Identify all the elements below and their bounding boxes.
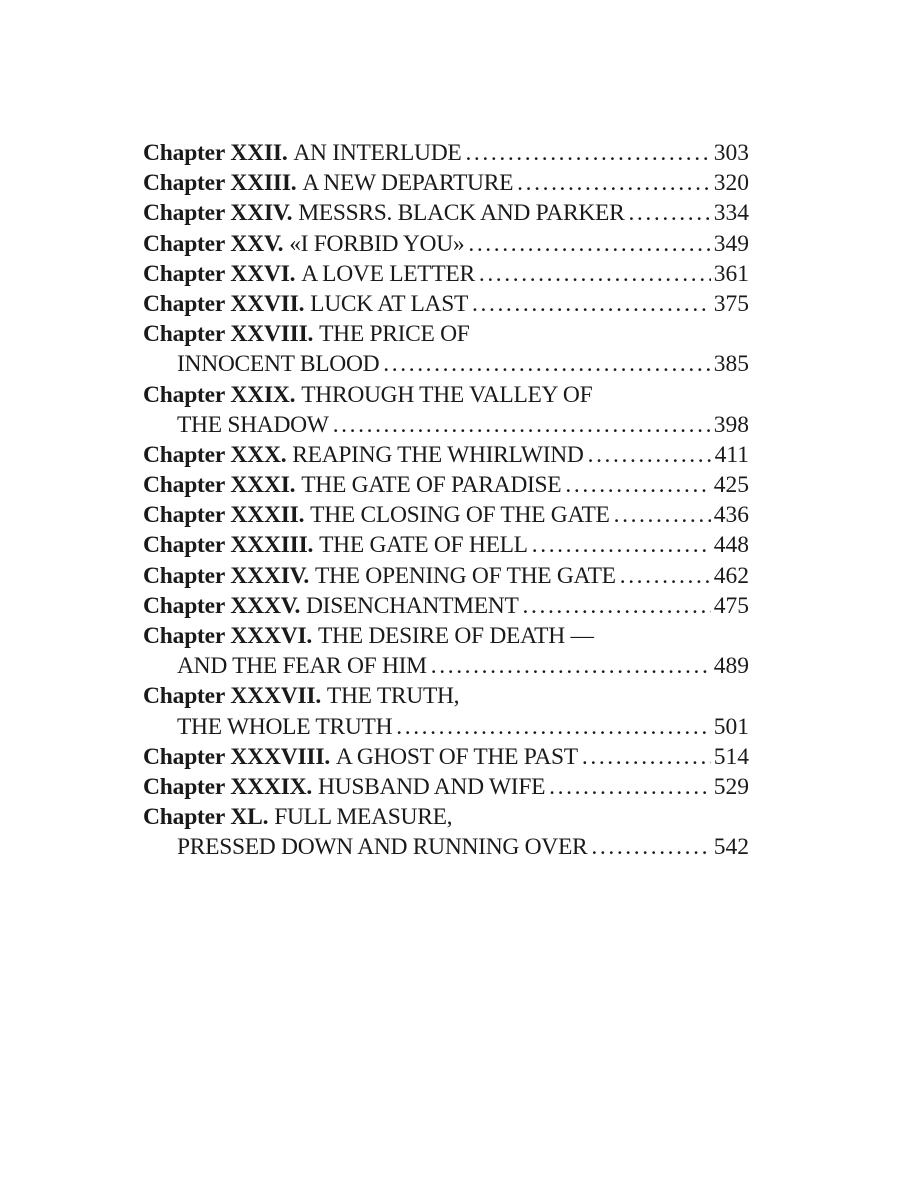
dot-leader (620, 561, 711, 591)
dot-leader (614, 500, 711, 530)
chapter-title: «I FORBID YOU» (289, 230, 465, 257)
dot-leader (431, 651, 711, 681)
toc-entry-continuation (143, 712, 749, 742)
chapter-label: Chapter XXXIII. (143, 532, 314, 559)
page-number: 475 (713, 592, 749, 619)
chapter-title: THROUGH THE VALLEY OF (301, 381, 593, 408)
chapter-title: AN INTERLUDE (293, 140, 462, 166)
page-number: 542 (713, 834, 749, 861)
chapter-title-continued: THE WHOLE TRUTH (177, 713, 393, 740)
dot-leader (383, 349, 710, 379)
chapter-title: A GHOST OF THE PAST (335, 743, 578, 770)
chapter-title-continued: INNOCENT BLOOD (177, 351, 380, 378)
page-number: 361 (713, 260, 749, 287)
chapter-title: THE DESIRE OF DEATH — (317, 623, 594, 649)
chapter-title-continued: AND THE FEAR OF HIM (177, 653, 427, 680)
chapter-label: Chapter XXVI. (143, 260, 296, 287)
toc-entry-continuation (143, 349, 749, 379)
page-number: 425 (713, 472, 749, 499)
chapter-label: Chapter XL. (143, 804, 269, 831)
chapter-title: HUSBAND AND WIFE (317, 773, 546, 800)
chapter-label: Chapter XXV. (143, 230, 284, 257)
chapter-label: Chapter XXIX. (143, 381, 296, 408)
chapter-title: THE TRUTH, (326, 683, 460, 710)
chapter-title: THE OPENING OF THE GATE (314, 562, 616, 589)
chapter-label: Chapter XXXIV. (143, 562, 310, 589)
chapter-title: THE GATE OF HELL (319, 532, 528, 559)
dot-leader (517, 168, 711, 198)
page-number: 529 (713, 773, 749, 800)
table-of-contents (143, 138, 749, 863)
chapter-label: Chapter XXX. (143, 441, 287, 468)
chapter-title: REAPING THE WHIRLWIND (292, 441, 584, 468)
toc-entry (143, 138, 749, 168)
toc-entry (143, 772, 749, 802)
chapter-title: THE PRICE OF (319, 321, 470, 348)
dot-leader (565, 470, 710, 500)
toc-entry-continuation (143, 651, 749, 681)
chapter-label: Chapter XXVIII. (143, 321, 314, 348)
toc-entry (143, 259, 749, 289)
page-number: 489 (713, 653, 749, 680)
chapter-title-continued: THE SHADOW (177, 411, 329, 438)
page-number: 385 (713, 351, 749, 378)
toc-entry (143, 168, 749, 198)
dot-leader (468, 229, 710, 259)
toc-entry (143, 591, 749, 621)
page-number: 398 (713, 411, 749, 438)
dot-leader (591, 832, 710, 862)
page-number: 334 (713, 200, 749, 227)
chapter-title: A NEW DEPARTURE (302, 170, 514, 197)
toc-entry (143, 561, 749, 591)
chapter-label: Chapter XXXVII. (143, 683, 322, 710)
toc-entry (143, 440, 749, 470)
toc-entry (143, 621, 749, 651)
page-number: 436 (713, 502, 749, 529)
dot-leader (588, 440, 712, 470)
toc-entry (143, 530, 749, 560)
toc-entry (143, 380, 749, 410)
dot-leader (532, 530, 711, 560)
dot-leader (333, 410, 711, 440)
chapter-title: A LOVE LETTER (301, 260, 475, 287)
page-number: 448 (713, 532, 749, 559)
toc-entry (143, 681, 749, 711)
dot-leader (465, 138, 710, 168)
toc-entry (143, 319, 749, 349)
chapter-label: Chapter XXXV. (143, 592, 301, 619)
toc-entry (143, 500, 749, 530)
toc-entry-continuation (143, 410, 749, 440)
chapter-label: Chapter XXXVI. (143, 623, 313, 649)
page-number: 303 (713, 140, 749, 166)
dot-leader (396, 712, 711, 742)
chapter-label: Chapter XXVII. (143, 290, 305, 317)
dot-leader (479, 259, 711, 289)
page-number: 320 (713, 170, 749, 197)
chapter-title-continued: PRESSED DOWN AND RUNNING OVER (177, 834, 588, 861)
page-number: 501 (713, 713, 749, 740)
chapter-title: MESSRS. BLACK AND PARKER (298, 200, 625, 227)
chapter-label: Chapter XXIII. (143, 170, 297, 197)
toc-entry (143, 802, 749, 832)
toc-entry (143, 289, 749, 319)
chapter-title: THE CLOSING OF THE GATE (310, 502, 610, 529)
chapter-label: Chapter XXXII. (143, 502, 305, 529)
toc-entry (143, 470, 749, 500)
chapter-title: LUCK AT LAST (310, 290, 469, 317)
toc-entry (143, 198, 749, 228)
chapter-label: Chapter XXII. (143, 140, 288, 166)
dot-leader (628, 198, 710, 228)
chapter-label: Chapter XXIV. (143, 200, 293, 227)
page-number: 349 (713, 230, 749, 257)
toc-entry-continuation (143, 832, 749, 862)
page-number: 514 (713, 743, 749, 770)
chapter-label: Chapter XXXVIII. (143, 743, 330, 770)
chapter-title: FULL MEASURE, (274, 804, 453, 831)
toc-entry (143, 742, 749, 772)
chapter-label: Chapter XXXIX. (143, 773, 313, 800)
chapter-label: Chapter XXXI. (143, 472, 296, 499)
dot-leader (523, 591, 711, 621)
page-number: 375 (713, 290, 749, 317)
dot-leader (549, 772, 711, 802)
dot-leader (472, 289, 711, 319)
dot-leader (582, 742, 711, 772)
page-number: 462 (713, 562, 749, 589)
chapter-title: THE GATE OF PARADISE (301, 472, 562, 499)
page-number: 411 (714, 441, 749, 468)
chapter-title: DISENCHANTMENT (306, 592, 519, 619)
toc-entry (143, 229, 749, 259)
